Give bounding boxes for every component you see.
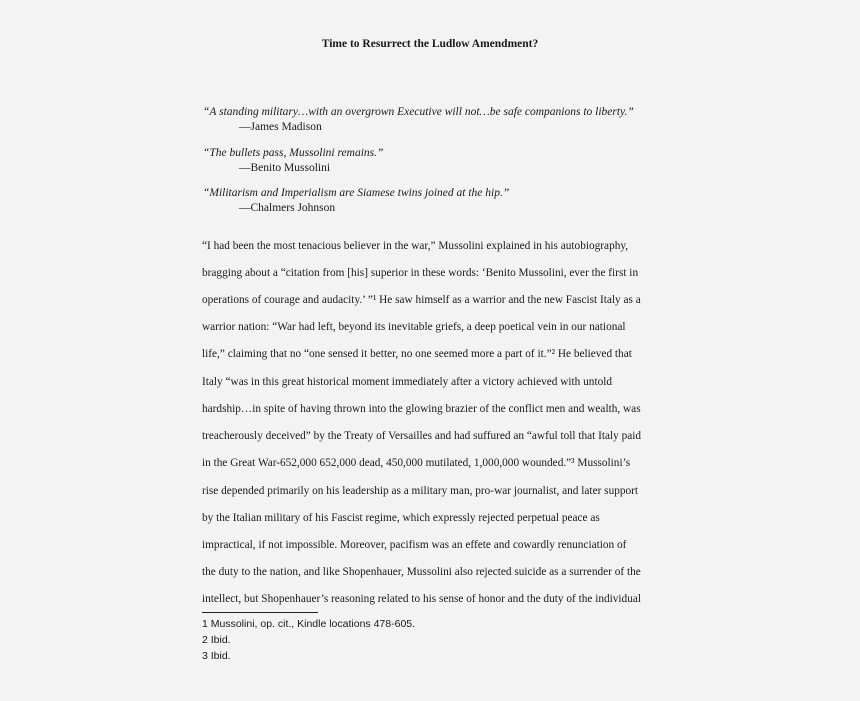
body-line: operations of courage and audacity.’ ”¹ He saw himself as a warrior and the new Fascist Italy as a <box>202 294 641 306</box>
body-line: bragging about a “citation from [his] superior in these words: ‘Benito Mussolini, ever the first in <box>202 267 639 279</box>
footnote-3: 3 Ibid. <box>202 650 231 662</box>
epigraph-quote: “The bullets pass, Mussolini remains.” <box>203 147 384 159</box>
footnote-2: 2 Ibid. <box>202 634 231 646</box>
body-line: Italy “was in this great historical moment immediately after a victory achieved with untold <box>202 376 613 388</box>
epigraph-quote: “A standing military…with an overgrown Executive will not…be safe companions to liberty.” <box>203 106 634 118</box>
body-line: warrior nation: “War had left, beyond its inevitable griefs, a deep poetical vein in our national <box>202 321 626 333</box>
body-line: by the Italian military of his Fascist regime, which expressly rejected perpetual peace as <box>202 512 600 524</box>
footnote-divider <box>202 612 318 613</box>
body-line: hardship…in spite of having thrown into the glowing brazier of the conflict men and wealth, was <box>202 403 641 415</box>
body-line: in the Great War-652,000 652,000 dead, 450,000 mutilated, 1,000,000 wounded.”³ Mussolini’s <box>202 457 631 469</box>
epigraph-attribution: —James Madison <box>239 121 322 133</box>
epigraph-mussolini <box>203 146 383 176</box>
epigraph-madison <box>203 105 634 135</box>
document-title: Time to Resurrect the Ludlow Amendment? <box>321 38 539 50</box>
body-line: treacherously deceived” by the Treaty of Versailles and had suffured an “awful toll that Italy paid <box>202 430 642 442</box>
body-line: life,” claiming that no “one sensed it better, no one seemed more a part of it.”² He believed that <box>202 348 632 360</box>
body-line: intellect, but Shopenhauer’s reasoning related to his sense of honor and the duty of the individual <box>202 593 642 605</box>
body-line: the duty to the nation, and like Shopenhauer, Mussolini also rejected suicide as a surrender of the <box>202 566 641 578</box>
body-line: rise depended primarily on his leadership as a military man, pro-war journalist, and later support <box>202 485 639 497</box>
epigraph-attribution: —Chalmers Johnson <box>239 202 336 214</box>
footnote-1: 1 Mussolini, op. cit., Kindle locations 478-605. <box>202 618 416 630</box>
epigraph-johnson <box>203 186 509 216</box>
epigraph-quote: “Militarism and Imperialism are Siamese twins joined at the hip.” <box>203 187 510 199</box>
body-line: impractical, if not impossible. Moreover, pacifism was an effete and cowardly renunciation of <box>202 539 627 551</box>
epigraph-attribution: —Benito Mussolini <box>239 162 331 174</box>
body-line: “I had been the most tenacious believer in the war,” Mussolini explained in his autobiography, <box>202 240 629 252</box>
